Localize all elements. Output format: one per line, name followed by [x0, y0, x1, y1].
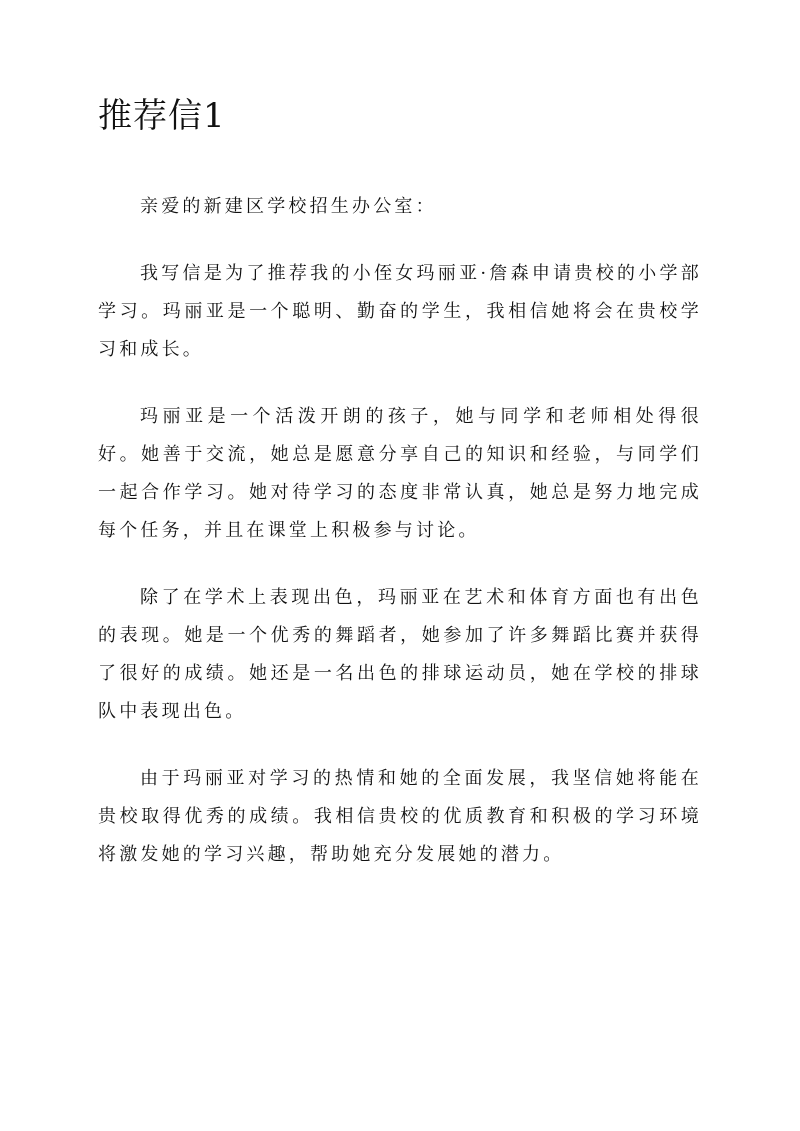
salutation: 亲爱的新建区学校招生办公室：: [140, 196, 437, 217]
paragraph-2: 玛丽亚是一个活泼开朗的孩子，她与同学和老师相处得很好。她善于交流，她总是愿意分享自己的知识和经验，与同学们一起合作学习。她对待学习的态度非常认真，她总是努力地完成每个任务，并且在课堂上积极参与讨论。: [98, 406, 702, 541]
paragraph-3: 除了在学术上表现出色，玛丽亚在艺术和体育方面也有出色的表现。她是一个优秀的舞蹈者，她参加了许多舞蹈比赛并获得了很好的成绩。她还是一名出色的排球运动员，她在学校的排球队中表现出色。: [98, 587, 702, 722]
paragraph-4: 由于玛丽亚对学习的热情和她的全面发展，我坚信她将能在贵校取得优秀的成绩。我相信贵校的优质教育和积极的学习环境将激发她的学习兴趣，帮助她充分发展她的潜力。: [98, 768, 702, 865]
page-title: 推荐信1: [98, 96, 226, 136]
letter-body: [98, 188, 702, 903]
paragraph-1: 我写信是为了推荐我的小侄女玛丽亚·詹森申请贵校的小学部学习。玛丽亚是一个聪明、勤奋的学生，我相信她将会在贵校学习和成长。: [98, 263, 702, 360]
